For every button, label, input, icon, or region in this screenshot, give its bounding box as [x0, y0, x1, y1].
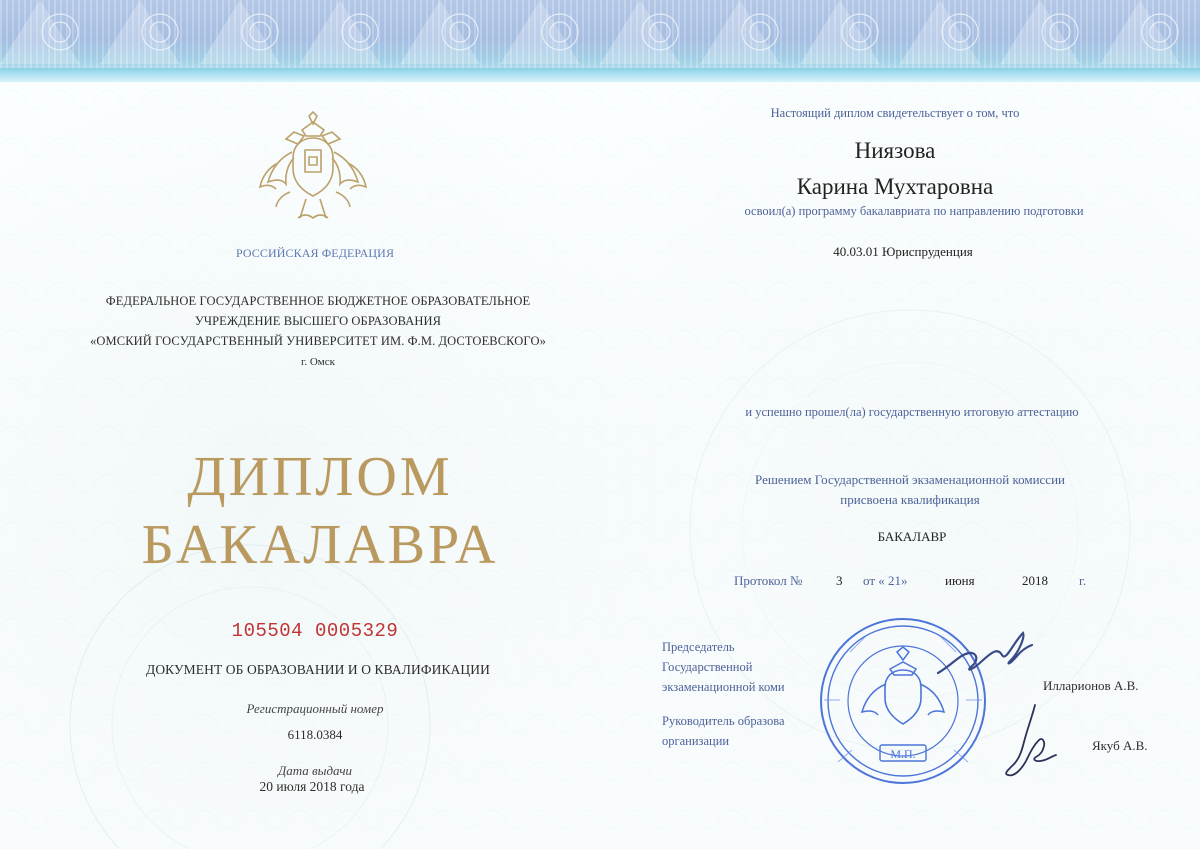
seal-text: М.П.: [890, 747, 916, 761]
protocol-year: 2018: [1022, 573, 1048, 588]
protocol-label: Протокол №: [734, 573, 803, 588]
signature-icon: [935, 626, 1035, 688]
issue-date-label: Дата выдачи: [277, 763, 353, 778]
document-type: ДОКУМЕНТ ОБ ОБРАЗОВАНИИ И О КВАЛИФИКАЦИИ: [146, 662, 490, 677]
registration-label: Регистрационный номер: [246, 701, 384, 716]
graduate-name: Карина Мухтаровна: [796, 174, 994, 199]
head-role-line-2: организации: [662, 734, 730, 748]
protocol-year-suffix: г.: [1079, 573, 1087, 588]
institution-line-3: «ОМСКИЙ ГОСУДАРСТВЕННЫЙ УНИВЕРСИТЕТ ИМ. Ф.М. ДОСТОЕВСКОГО»: [90, 334, 546, 348]
diploma-title-line-1: ДИПЛОМ: [187, 446, 453, 508]
chair-role-line-2: Государственной: [662, 660, 753, 674]
protocol-month: июня: [945, 573, 975, 588]
protocol-day: от « 21»: [863, 573, 908, 588]
decorative-top-band: [0, 0, 1200, 82]
chair-role-line-1: Председатель: [662, 640, 735, 654]
russian-coat-of-arms-icon: [248, 110, 378, 240]
institution-city: г. Омск: [301, 356, 335, 368]
program-completion-text: освоил(а) программу бакалавриата по направлению подготовки: [744, 204, 1084, 218]
institution-line-1: ФЕДЕРАЛЬНОЕ ГОСУДАРСТВЕННОЕ БЮДЖЕТНОЕ ОБРАЗОВАТЕЛЬНОЕ: [105, 294, 531, 308]
diploma-title-line-2: БАКАЛАВРА: [141, 514, 499, 576]
institution-line-2: УЧРЕЖДЕНИЕ ВЫСШЕГО ОБРАЗОВАНИЯ: [194, 314, 442, 328]
commission-text-line-1: Решением Государственной экзаменационной комиссии: [755, 472, 1065, 487]
diploma-number: 105504 0005329: [231, 620, 399, 642]
signature-icon: [1000, 700, 1064, 782]
attestation-text: и успешно прошел(ла) государственную итоговую аттестацию: [745, 405, 1079, 419]
registration-number: 6118.0384: [287, 727, 343, 742]
certification-intro: Настоящий диплом свидетельствует о том, что: [770, 106, 1020, 120]
band-highlight: [0, 68, 1200, 82]
graduate-surname: Ниязова: [854, 138, 936, 163]
qualification: БАКАЛАВР: [877, 529, 947, 544]
chair-name: Илларионов А.В.: [1043, 678, 1139, 693]
head-role-line-1: Руководитель образова: [662, 714, 785, 728]
issue-date-value: 20 июля 2018 года: [259, 779, 365, 794]
protocol-number: 3: [836, 573, 843, 588]
specialty: 40.03.01 Юриспруденция: [833, 244, 973, 259]
country-label: РОССИЙСКАЯ ФЕДЕРАЦИЯ: [235, 246, 395, 260]
head-name: Якуб А.В.: [1092, 738, 1148, 753]
commission-text-line-2: присвоена квалификация: [840, 492, 980, 507]
chair-role-line-3: экзаменационной коми: [662, 680, 785, 694]
